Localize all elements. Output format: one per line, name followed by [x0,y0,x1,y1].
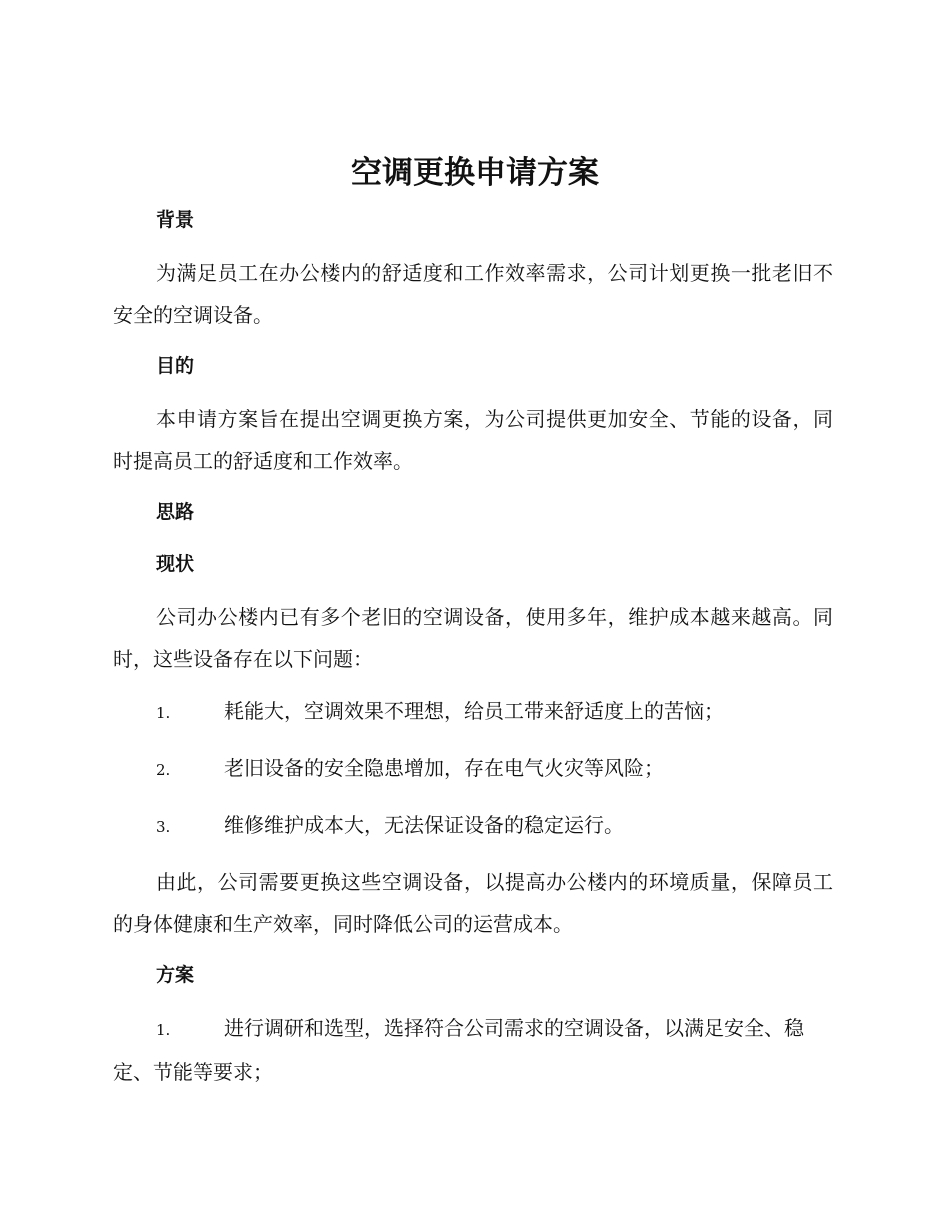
document-body [113,200,833,1106]
heading-approach: 思路 [156,501,195,523]
background-paragraph: 为满足员工在办公楼内的舒适度和工作效率需求，公司计划更换一批老旧不安全的空调设备。 [113,261,833,327]
plan-list-item-1 [113,1007,833,1093]
status-intro-paragraph: 公司办公楼内已有多个老旧的空调设备，使用多年，维护成本越来越高。同时，这些设备存在以下问题： [113,605,833,671]
list-number: 1. [156,1021,171,1039]
list-item-text: 维修维护成本大，无法保证设备的稳定运行。 [224,813,624,837]
heading-background: 背景 [156,209,195,231]
status-list-item-2 [113,747,833,791]
list-item-text: 进行调研和选型，选择符合公司需求的空调设备，以满足安全、稳定、节能等要求； [113,1016,804,1084]
purpose-paragraph: 本申请方案旨在提出空调更换方案，为公司提供更加安全、节能的设备，同时提高员工的舒适度和工作效率。 [113,407,833,473]
heading-purpose: 目的 [156,355,195,377]
status-list-item-1 [113,690,833,734]
list-item-text: 老旧设备的安全隐患增加，存在电气火灾等风险； [224,756,664,780]
status-list-item-3 [113,804,833,848]
list-number: 3. [156,818,171,836]
list-number: 2. [156,761,171,779]
list-number: 1. [156,704,171,722]
document-title: 空调更换申请方案 [351,155,599,191]
status-conclusion-paragraph: 由此，公司需要更换这些空调设备，以提高办公楼内的环境质量，保障员工的身体健康和生产效率，同时降低公司的运营成本。 [113,870,833,936]
list-item-text: 耗能大，空调效果不理想，给员工带来舒适度上的苦恼； [224,699,724,723]
heading-status: 现状 [156,553,195,575]
heading-plan: 方案 [156,964,195,986]
